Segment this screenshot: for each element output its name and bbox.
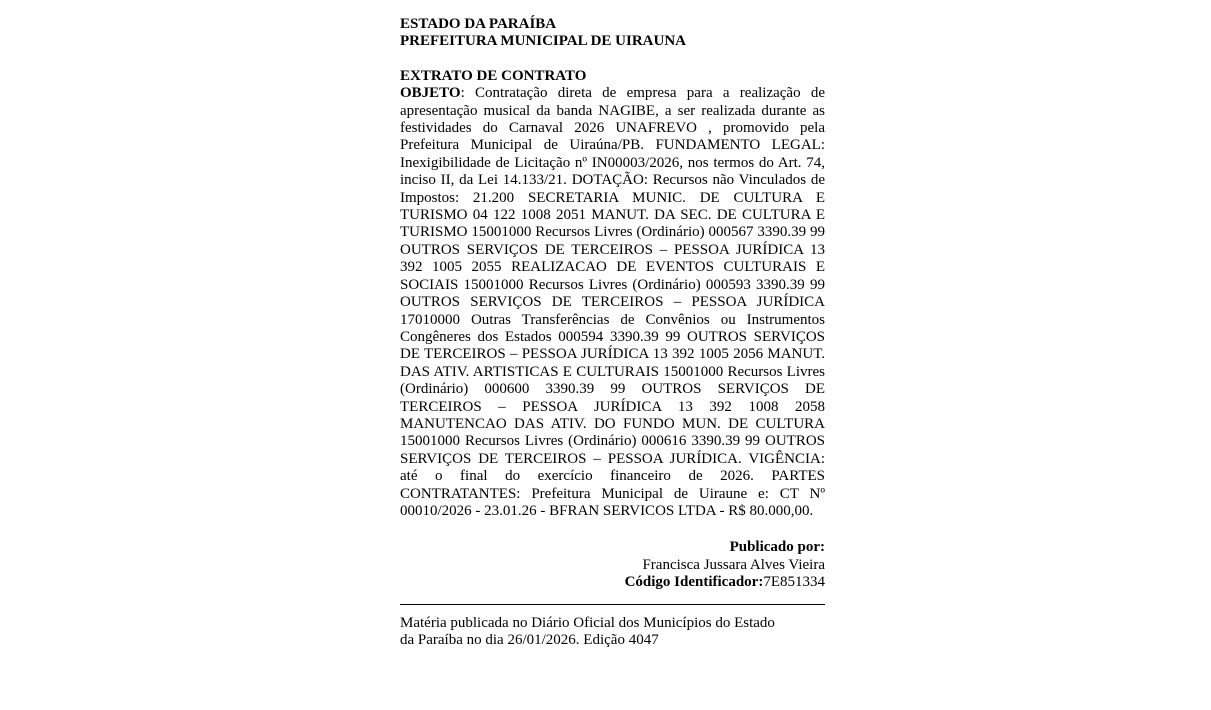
header-spacer: [400, 51, 825, 68]
identifier-line: [400, 574, 825, 591]
footer-line-2: da Paraíba no dia 26/01/2026. Edição 4047: [400, 632, 659, 648]
footer-divider: [400, 604, 825, 605]
object-label: OBJETO: [400, 85, 461, 102]
identifier-label: Código Identificador:: [624, 574, 764, 591]
signature-block: [400, 539, 825, 591]
identifier-value: 7E851334: [763, 574, 825, 591]
publication-footer: [400, 615, 825, 650]
extract-title: EXTRATO DE CONTRATO: [400, 67, 587, 84]
footer-line-1: Matéria publicada no Diário Oficial dos Municípios do Estado: [400, 614, 775, 631]
extract-body: [400, 85, 825, 520]
publisher-name: Francisca Jussara Alves Vieira: [642, 556, 825, 573]
state-heading: ESTADO DA PARAÍBA: [400, 16, 557, 32]
published-by-label: Publicado por:: [729, 539, 825, 556]
municipality-heading: PREFEITURA MUNICIPAL DE UIRAUNA: [400, 33, 686, 50]
object-text: : Contratação direta de empresa para a realização de apresentação musical da banda NAGIBE, a ser realizada durante as festividades do Carnaval 2026 UNAFREVO , promovido pela Prefeitura Municipal de Uiraúna/PB. FUNDAMENTO LEGAL: Inexigibilidade de Licitação nº IN00003/2026, nos termos do Art. 74, inciso II, da Lei 14.133/21. DOTAÇÃO: Recursos não Vinculados de Impostos: 21.200 SECRETARIA MUNIC. DE CULTURA E TURISMO 04 122 1008 2051 MANUT. DA SEC. DE CULTURA E TURISMO 15001000 Recursos Livres (Ordinário) 000567 3390.39 99 OUTROS SERVIÇOS DE TERCEIROS – PESSOA JURÍDICA 13 392 1005 2055 REALIZACAO DE EVENTOS CULTURAIS E SOCIAIS 15001000 Recursos Livres (Ordinário) 000593 3390.39 99 OUTROS SERVIÇOS DE TERCEIROS – PESSOA JURÍDICA 17010000 Outras Transferências de Convênios ou Instrumentos Congêneres dos Estados 000594 3390.39 99 OUTROS SERVIÇOS DE TERCEIROS – PESSOA JURÍDICA 13 392 1005 2056 MANUT. DAS ATIV. ARTISTICAS E CULTURAIS 15001000 Recursos Livres (Ordinário) 000600 3390.39 99 OUTROS SERVIÇOS DE TERCEIROS – PESSOA JURÍDICA 13 392 1008 2058 MANUTENCAO DAS ATIV. DO FUNDO MUN. DE CULTURA 15001000 Recursos Livres (Ordinário) 000616 3390.39 99 OUTROS SERVIÇOS DE TERCEIROS – PESSOA JURÍDICA. VIGÊNCIA: até o final do exercício financeiro de 2026. PARTES CONTRATANTES: Prefeitura Municipal de Uiraune e: CT Nº 00010/2026 - 23.01.26 - BFRAN SERVICOS LTDA - R$ 80.000,00.: [400, 85, 825, 519]
document-page: [400, 16, 825, 649]
